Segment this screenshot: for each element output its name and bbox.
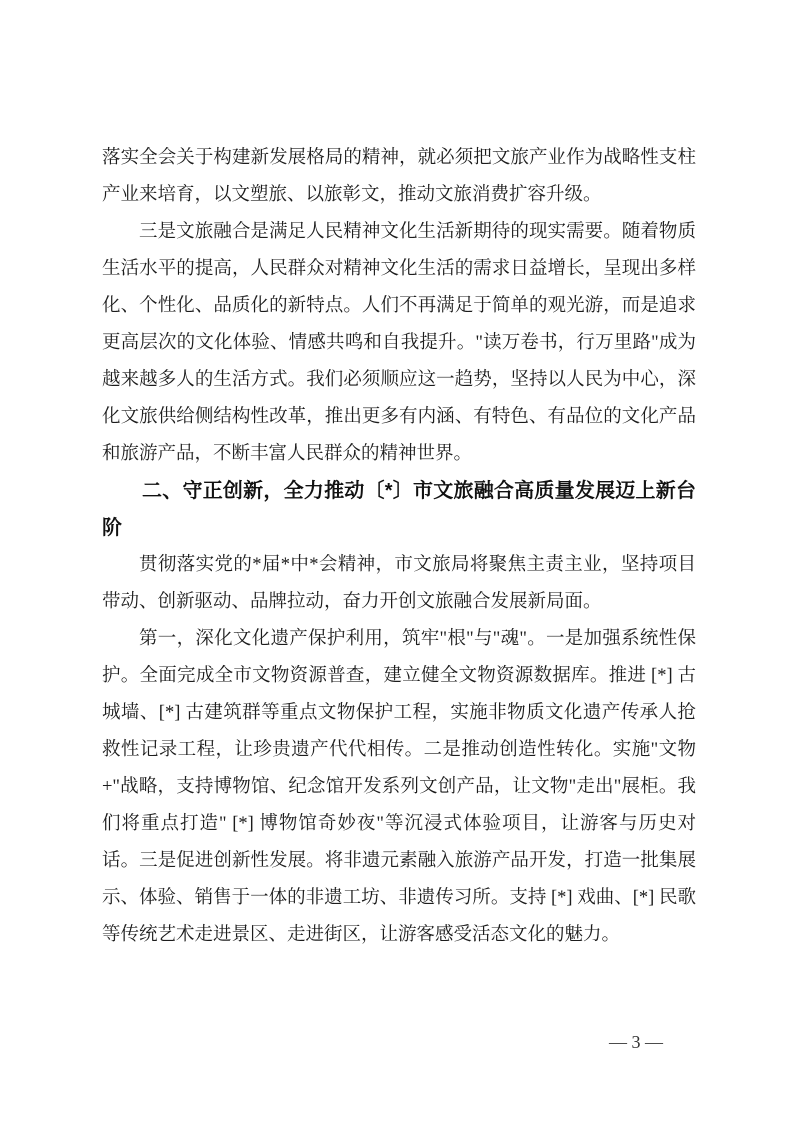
paragraph-first-measure: 第一，深化文化遗产保护利用，筑牢"根"与"魂"。一是加强系统性保护。全面完成全市文物资源普查，建立健全文物资源数据库。推进 [*] 古城墙、[*] 古建筑群等重点文物保护工程，实施非物质文化遗产传承人抢救性记录工程，让珍贵遗产代代相传。二是推动创造性转化。实施"文物+"战略，支持博物馆、纪念馆开发系列文创产品，让文物"走出"展柜。我们将重点打造" [*] 博物馆奇妙夜"等沉浸式体验项目，让游客与历史对话。三是促进创新性发展。将非遗元素融入旅游产品开发，打造一批集展示、体验、销售于一体的非遗工坊、非遗传习所。支持 [*] 戏曲、[*] 民歌等传统艺术走进景区、走进街区，让游客感受活态文化的魅力。 — [102, 629, 696, 945]
paragraph-implementation: 贯彻落实党的*届*中*会精神，市文旅局将聚焦主责主业，坚持项目带动、创新驱动、品牌拉动，奋力开创文旅融合发展新局面。 — [102, 555, 696, 612]
page-number: — 3 — — [609, 1032, 663, 1052]
section-heading-two: 二、守正创新，全力推动〔*〕市文旅融合高质量发展迈上新台阶 — [102, 480, 696, 539]
paragraph-continuation: 落实全会关于构建新发展格局的精神，就必须把文旅产业作为战略性支柱产业来培育，以文塑旅、以旅彰文，推动文旅消费扩容升级。 — [102, 148, 696, 205]
page-body-text — [102, 140, 696, 954]
paragraph-point-three: 三是文旅融合是满足人民精神文化生活新期待的现实需要。随着物质生活水平的提高，人民群众对精神文化生活的需求日益增长，呈现出多样化、个性化、品质化的新特点。人们不再满足于简单的观光游，而是追求更高层次的文化体验、情感共鸣和自我提升。"读万卷书，行万里路"成为越来越多人的生活方式。我们必须顺应这一趋势，坚持以人民为中心，深化文旅供给侧结构性改革，推出更多有内涵、有特色、有品位的文化产品和旅游产品，不断丰富人民群众的精神世界。 — [102, 222, 696, 464]
